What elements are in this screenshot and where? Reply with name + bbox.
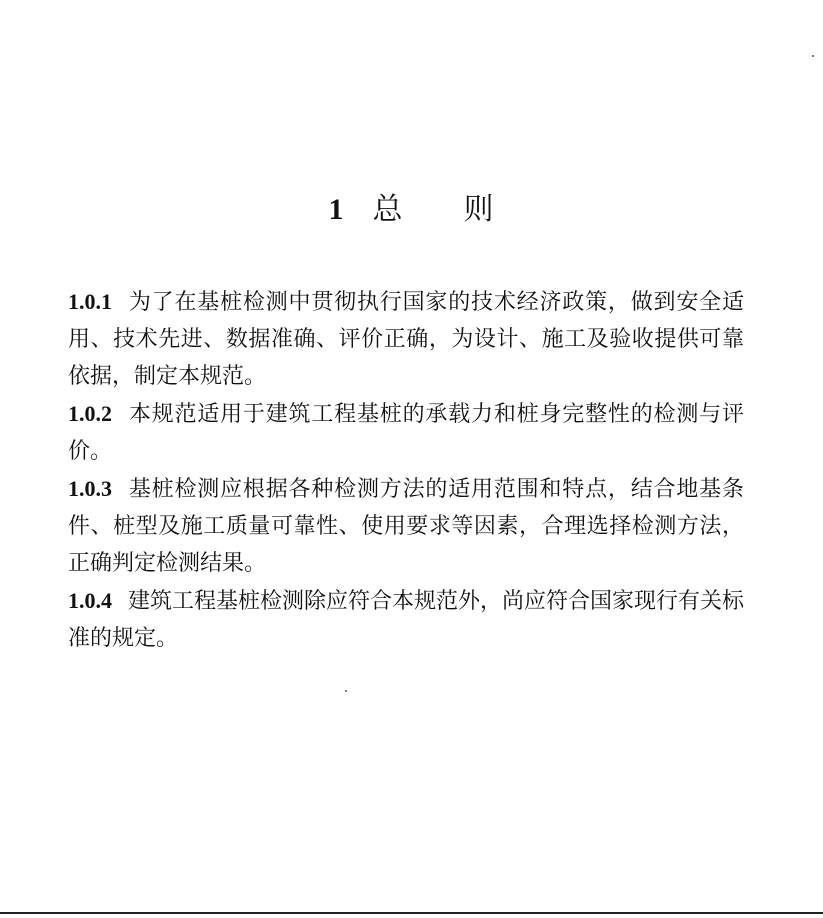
clause-1-0-2 — [68, 395, 744, 470]
scan-speck — [812, 55, 814, 57]
chapter-number: 1 — [328, 193, 345, 226]
clause-1-0-3 — [68, 470, 744, 582]
clause-number: 1.0.1 — [68, 289, 112, 314]
clause-1-0-1 — [68, 283, 744, 395]
clause-number: 1.0.4 — [68, 588, 112, 613]
clause-1-0-4 — [68, 582, 744, 657]
chapter-title — [0, 188, 823, 232]
clause-text: 本规范适用于建筑工程基桩的承载力和桩身完整性的检测与评价。 — [68, 402, 744, 464]
clause-number: 1.0.3 — [68, 476, 112, 501]
clause-number: 1.0.2 — [68, 401, 112, 426]
scan-speck — [345, 690, 347, 692]
clause-list — [68, 283, 744, 657]
clause-text: 建筑工程基桩检测除应符合本规范外，尚应符合国家现行有关标准的规定。 — [68, 589, 745, 651]
chapter-title-part1: 总 — [372, 192, 404, 227]
chapter-title-part2: 则 — [463, 192, 495, 227]
clause-text: 基桩检测应根据各种检测方法的适用范围和特点，结合地基条件、桩型及施工质量可靠性、使用要求等因素，合理选择检测方法，正确判定检测结果。 — [68, 477, 744, 576]
bottom-rule — [0, 912, 823, 914]
clause-text: 为了在基桩检测中贯彻执行国家的技术经济政策，做到安全适用、技术先进、数据准确、评价正确，为设计、施工及验收提供可靠依据，制定本规范。 — [68, 290, 744, 389]
